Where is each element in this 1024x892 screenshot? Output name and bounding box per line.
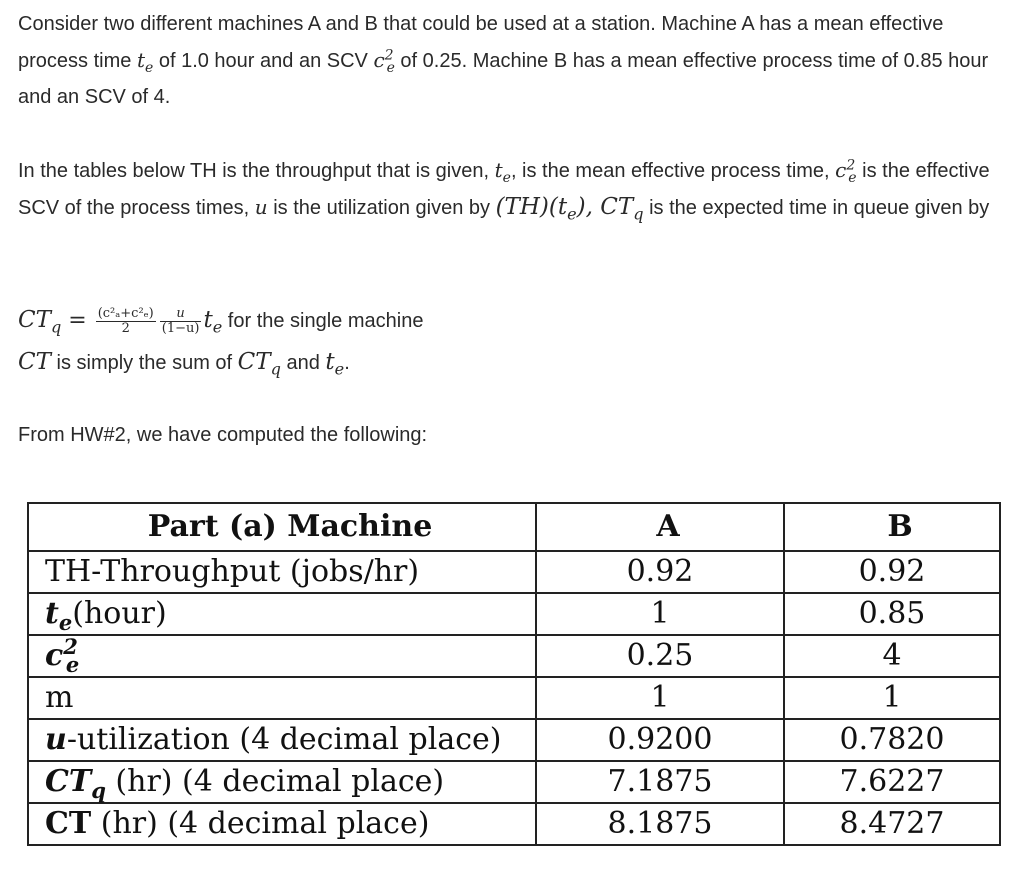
intro-text-1: Consider two different machines A and B that could be used at a station. Machine A has a mean effective process time [18, 13, 944, 72]
cell-a: 0.92 [536, 551, 784, 593]
formula-suffix: for the single machine [222, 310, 424, 332]
te-symbol: $t_e$ [136, 48, 154, 76]
def-text-3: is the effective SCV of the process times, [18, 160, 990, 219]
u-symbol: u [254, 195, 268, 219]
cell-a: 1 [536, 677, 784, 719]
cell-a: 1 [536, 593, 784, 635]
scv-fraction: $\frac{\text{(c²ₐ+c²ₑ)}}{2}$ [97, 306, 154, 337]
cell-a: 8.1875 [536, 803, 784, 845]
row-label-utilization: u-utilization (4 decimal place) [28, 719, 536, 761]
table-row [28, 677, 1000, 719]
ctq-lhs: $CT_q$ [18, 307, 62, 337]
cell-b: 8.4727 [784, 803, 1000, 845]
ce2-symbol: $c^2_e$ [373, 47, 395, 76]
cell-a: 0.25 [536, 635, 784, 677]
table-row [28, 719, 1000, 761]
def-text-1: In the tables below TH is the throughput that is given, [18, 160, 495, 182]
table-row [28, 551, 1000, 593]
intro-paragraph [18, 6, 1013, 115]
def-text-6: is the expected time in queue given by [643, 197, 990, 219]
table-row [28, 635, 1000, 677]
cell-a: 7.1875 [536, 761, 784, 803]
table-header-row [28, 503, 1000, 551]
cell-b: 0.92 [784, 551, 1000, 593]
ctq-formula: $CT_q$ = $\frac{\text{(c²ₐ+c²ₑ)}}{2}$ $\frac{u}{(1-u)}$ $t_e$ for the single machine [18, 306, 424, 337]
header-b: B [784, 503, 1000, 551]
row-label-ce2: $c^2_e$ [28, 635, 536, 677]
cell-b: 1 [784, 677, 1000, 719]
cell-b: 4 [784, 635, 1000, 677]
row-label-ct: CT (hr) (4 decimal place) [28, 803, 536, 845]
results-table [27, 502, 1001, 846]
utilization-fraction: $\frac{u}{(1-u)}$ [161, 306, 200, 337]
table-row [28, 803, 1000, 845]
table-row [28, 593, 1000, 635]
cell-b: 0.7820 [784, 719, 1000, 761]
def-text-2: , is the mean effective process time, [510, 160, 836, 182]
intro-text-2: of 1.0 hour and an SCV [153, 50, 374, 72]
ct-sum-line: CT is simply the sum of $CT_q$ and $t_e$. [18, 349, 350, 379]
definitions-paragraph [18, 152, 1013, 226]
intro-text-3: of 0.25. Machine B has a mean effective process time of 0.85 hour and an SCV of 4. [18, 50, 989, 108]
row-label-ctq: $CT_q$ (hr) (4 decimal place) [28, 761, 536, 803]
row-label-m: m [28, 677, 536, 719]
cell-b: 0.85 [784, 593, 1000, 635]
te-symbol: $t_e$ [203, 307, 223, 337]
te-symbol: $t_e$ [494, 158, 511, 186]
from-hw-text: From HW#2, we have computed the following: [18, 424, 428, 446]
row-label-te: $t_e(hour)$ [28, 593, 536, 635]
cell-a: 0.9200 [536, 719, 784, 761]
header-machine: Part (a) Machine [28, 503, 536, 551]
ce2-symbol: $c^2_e$ [835, 157, 857, 186]
row-label-throughput: TH-Throughput (jobs/hr) [28, 551, 536, 593]
table-row [28, 761, 1000, 803]
utilization-expression: $(TH)(t_e)$, $CT_q$ [495, 194, 644, 224]
cell-b: 7.6227 [784, 761, 1000, 803]
def-text-4: is the utilization given by [267, 197, 496, 219]
header-a: A [536, 503, 784, 551]
